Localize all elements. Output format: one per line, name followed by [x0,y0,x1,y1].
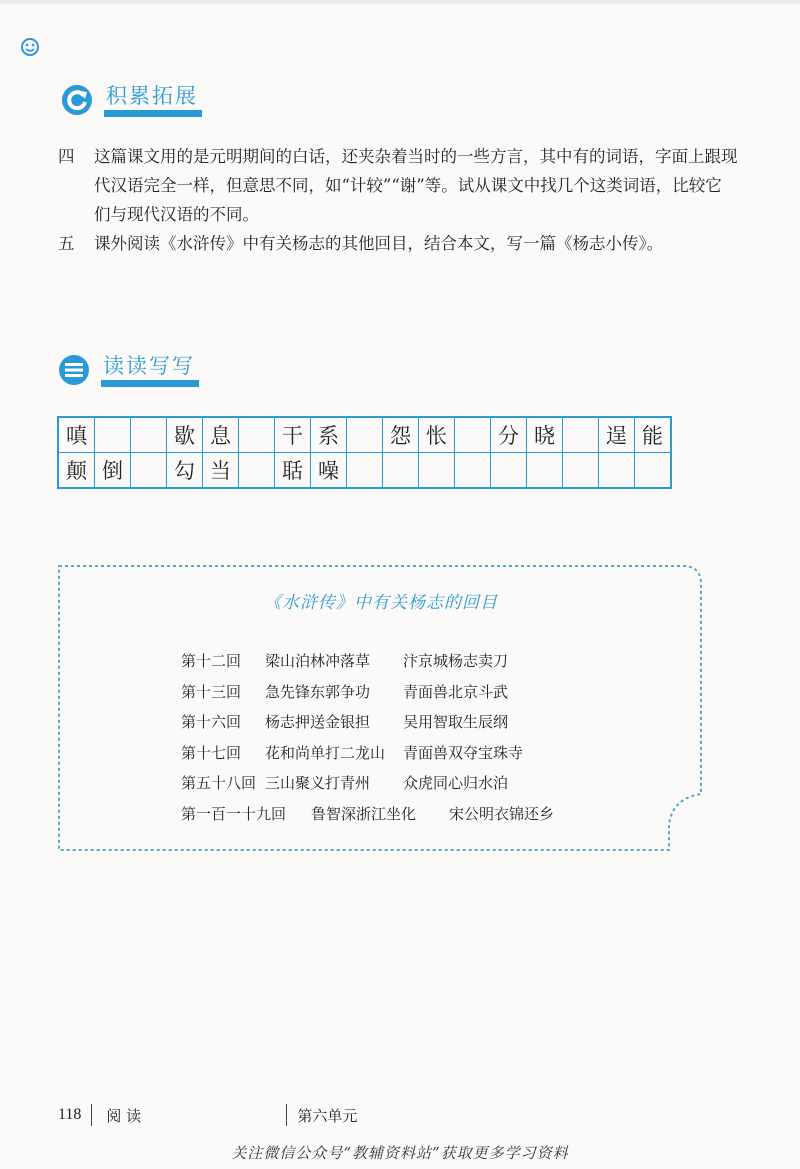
chapter-number: 第十三回 [181,682,242,701]
section-heading-accumulate [60,82,202,117]
grid-cell: 息 [203,417,239,453]
chapter-number: 第十六回 [181,713,242,731]
box-title: 《水浒传》中有关杨志的回目 [264,593,498,613]
chapter-title-first: 杨志押送金银担 [265,713,371,731]
chapter-row [181,799,554,830]
section-title: 读读写写 [101,352,199,387]
refresh-arrow-icon [60,83,94,117]
grid-cell [635,453,672,489]
grid-cell [347,453,383,489]
chapter-title-first: 花和尚单打二龙山 [265,743,386,762]
chapter-title-second: 吴用智取生辰纲 [403,713,509,731]
exercise-list [58,142,738,258]
watermark-text: 关注微信公众号“教辅资料站”获取更多学习资料 [231,1144,569,1162]
grid-cell [563,417,599,453]
grid-cell: 颠 [58,453,95,489]
grid-cell: 系 [311,417,347,453]
footer-unit: 第六单元 [297,1106,358,1125]
chapter-title-first: 梁山泊林冲落草 [265,652,371,670]
exercise-text: 课外阅读《水浒传》中有关杨志的其他回目，结合本文，写一篇《杨志小传》。 [94,234,664,253]
page-number: 118 [58,1106,82,1123]
grid-cell: 倒 [95,453,131,489]
grid-cell [419,453,455,489]
grid-cell [239,453,275,489]
grid-cell: 干 [275,417,311,453]
grid-cell: 嗔 [58,417,95,453]
grid-cell: 聒 [275,453,311,489]
grid-cell [131,417,167,453]
grid-cell [455,417,491,453]
smiley-icon [20,37,40,57]
chapter-title-first: 鲁智深浙江坐化 [311,804,417,823]
grid-cell: 怅 [419,417,455,453]
footer-section: 阅 读 [106,1106,142,1125]
grid-cell [599,453,635,489]
chapter-title-second: 汴京城杨志卖刀 [403,652,509,670]
exercise-item [58,142,738,229]
exercise-text: 这篇课文用的是元明期间的白话，还夹杂着当时的一些方言，其中有的词语，字面上跟现代汉语完全一样，但意思不同，如“计较”“谢”等。试从课文中找几个这类词语，比较它们与现代汉语的不同。 [94,147,738,224]
grid-cell: 噪 [311,453,347,489]
grid-cell: 当 [203,453,239,489]
exercise-number: 四 [58,147,75,166]
top-border [0,0,800,4]
grid-cell [95,417,131,453]
grid-cell [563,453,599,489]
chapter-row [181,738,554,769]
grid-cell [383,453,419,489]
grid-cell [491,453,527,489]
grid-cell: 逞 [599,417,635,453]
chapter-row [181,677,554,708]
chapter-title-second: 青面兽北京斗武 [403,682,509,701]
chapter-title-second: 宋公明衣锦还乡 [449,804,555,823]
grid-cell: 勾 [167,453,203,489]
grid-cell [455,453,491,489]
chapter-number: 第五十八回 [181,774,257,792]
chapter-title-first: 急先锋东郭争功 [265,682,371,701]
section-title: 积累拓展 [104,82,202,117]
grid-cell: 怨 [383,417,419,453]
grid-cell [527,453,563,489]
section-heading-read-write [57,352,199,387]
chapter-row [181,768,554,799]
chapter-title-first: 三山聚义打青州 [265,774,371,792]
chapter-row [181,646,554,677]
grid-cell: 歇 [167,417,203,453]
grid-cell [239,417,275,453]
footer-divider [91,1104,92,1126]
exercise-number: 五 [58,234,75,253]
chapter-title-second: 青面兽双夺宝珠寺 [403,743,524,762]
page-footer [58,1104,357,1126]
chapter-list [181,646,554,829]
list-lines-icon [57,353,91,387]
grid-cell: 晓 [527,417,563,453]
chapter-number: 第十七回 [181,743,242,762]
chapter-number: 第十二回 [181,652,242,670]
chapter-title-second: 众虎同心归水泊 [403,774,509,792]
exercise-item [58,229,738,258]
vocabulary-grid [57,416,672,489]
grid-cell: 分 [491,417,527,453]
grid-cell [131,453,167,489]
footer-divider [286,1104,287,1126]
chapter-row [181,707,554,738]
grid-row [58,417,671,453]
chapter-info-box [55,562,707,854]
grid-cell: 能 [635,417,672,453]
grid-row [58,453,671,489]
chapter-number: 第一百一十九回 [181,804,287,823]
grid-cell [347,417,383,453]
